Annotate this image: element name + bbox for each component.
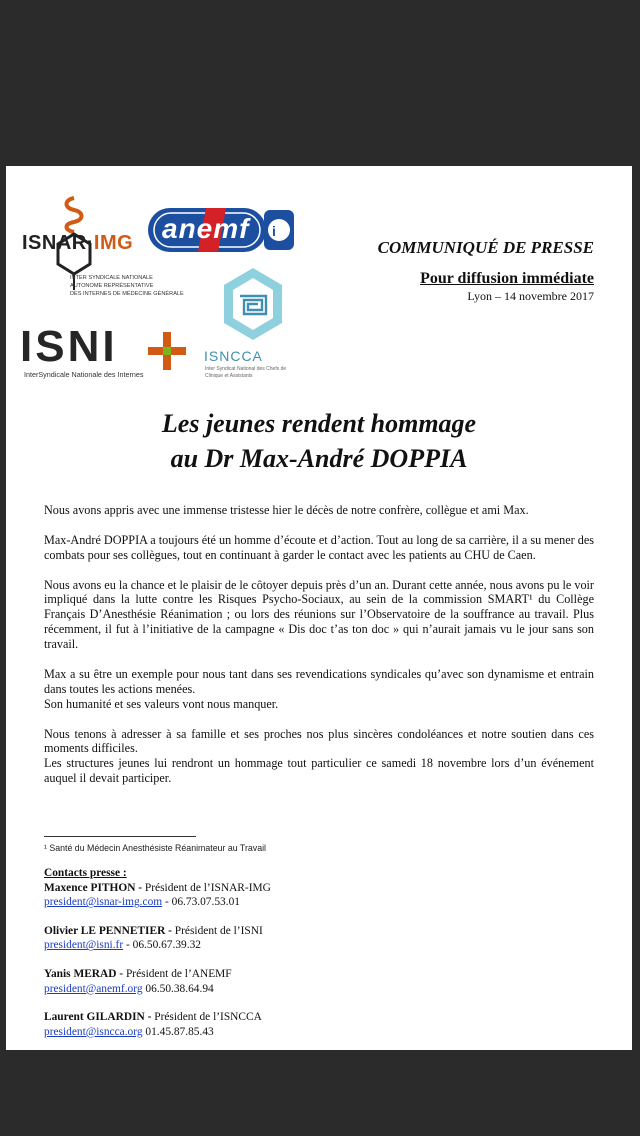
body-text <box>44 503 594 801</box>
contact-entry <box>44 881 271 910</box>
isnar-name: ISNAR <box>22 232 87 254</box>
paragraph: Nous avons eu la chance et le plaisir de le côtoyer depuis près d’un an. Durant cette année, nous avons pu le voir impliqué dans la lutte contre les Risques Psycho-Sociaux, au sein de la commission SMART¹ du Collège Français D’Anesthésie Réanimation ; ou lors des réunions sur l’Observatoire de la souffrance au travail. Plus récemment, il fut à l’initiative de la campagne « Dis doc t’as ton doc » qui n’aurait jamais vu le jour sans son travail. <box>44 577 594 652</box>
paragraph: Son humanité et ses valeurs vont nous manquer. <box>44 696 279 711</box>
plus-icon <box>148 332 186 370</box>
contact-phone: 06.50.38.64.94 <box>142 982 214 995</box>
headline-line: Les jeunes rendent hommage <box>161 409 477 438</box>
paragraph: Nous avons appris avec une immense tristesse hier le décès de notre confrère, collègue et ami Max. <box>44 503 529 517</box>
isncca-logo <box>200 266 310 386</box>
headline <box>6 406 632 476</box>
press-release-page <box>6 166 632 1050</box>
isnar-tagline-line: AUTONOME REPRÉSENTATIVE <box>70 283 154 289</box>
contact-role: Président de l’ISNAR-IMG <box>142 881 271 894</box>
place-date: Lyon – 14 novembre 2017 <box>467 289 594 303</box>
immediate-release-label: Pour diffusion immédiate <box>420 270 594 287</box>
isnar-img-name: IMG <box>93 232 134 254</box>
contact-entry <box>44 967 271 996</box>
contact-entry <box>44 924 271 953</box>
contact-phone: - 06.73.07.53.01 <box>162 896 240 909</box>
svg-text:i: i <box>272 223 276 239</box>
paragraph: Nous tenons à adresser à sa famille et ses proches nos plus sincères condoléances et notre soutien dans ces moments difficiles. <box>44 726 594 756</box>
contact-email-link[interactable]: president@anemf.org <box>44 982 143 995</box>
contact-phone: - 06.50.67.39.32 <box>123 939 201 952</box>
contact-role: Président de l’ISNI <box>171 924 263 937</box>
isncca-subtitle: Inter Syndicat National des Chefs de Clinique et Assistants <box>205 366 287 379</box>
contact-name: Olivier LE PENNETIER - <box>44 924 172 937</box>
anemf-name: anemf <box>162 213 250 244</box>
anemf-logo <box>146 204 298 256</box>
isnar-tagline-line: INTER SYNDICALE NATIONALE <box>70 275 153 281</box>
footnote-divider <box>44 836 196 837</box>
contact-email-link[interactable]: president@isnar-img.com <box>44 896 163 909</box>
isni-name: ISNI <box>20 322 118 371</box>
contacts-heading: Contacts presse : <box>44 867 127 879</box>
isni-subtitle: InterSyndicale Nationale des Internes <box>24 370 144 379</box>
isncca-name: ISNCCA <box>204 348 263 364</box>
contact-role: Président de l’ANEMF <box>123 967 232 980</box>
contact-phone: 01.45.87.85.43 <box>142 1025 214 1038</box>
headline-line: au Dr Max-André DOPPIA <box>170 444 468 473</box>
contact-name: Maxence PITHON - <box>44 881 143 894</box>
paragraph: Max a su être un exemple pour nous tant dans ses revendications syndicales qu’avec son dynamisme et entrain dans toutes les actions menées. <box>44 666 594 696</box>
contact-role: Président de l’ISNCCA <box>151 1011 262 1024</box>
isni-logo <box>20 322 190 388</box>
press-contacts <box>44 866 271 1050</box>
contact-email-link[interactable]: president@isncca.org <box>44 1025 143 1038</box>
isnar-dot: · <box>86 232 94 254</box>
contact-email-link[interactable]: president@isni.fr <box>44 939 124 952</box>
paragraph: Les structures jeunes lui rendront un hommage tout particulier ce samedi 18 novembre lors d’un événement auquel il devait participer. <box>44 756 594 786</box>
contact-name: Laurent GILARDIN - <box>44 1011 152 1024</box>
contact-name: Yanis MERAD - <box>44 967 124 980</box>
contact-entry <box>44 1010 271 1039</box>
isnar-tagline-line: DES INTERNES DE MÉDECINE GÉNÉRALE <box>70 291 184 297</box>
paragraph: Max-André DOPPIA a toujours été un homme d’écoute et d’action. Tout au long de sa carrière, il a su mener des combats pour ses collègues, tout en continuant à garder le contact avec les patients au CHU de Caen. <box>44 532 594 562</box>
isncca-hexagon-icon <box>222 266 284 342</box>
footnote: ¹ Santé du Médecin Anesthésiste Réanimateur au Travail <box>44 843 267 853</box>
isnar-tagline <box>70 274 190 298</box>
press-release-title: COMMUNIQUÉ DE PRESSE <box>377 238 594 257</box>
